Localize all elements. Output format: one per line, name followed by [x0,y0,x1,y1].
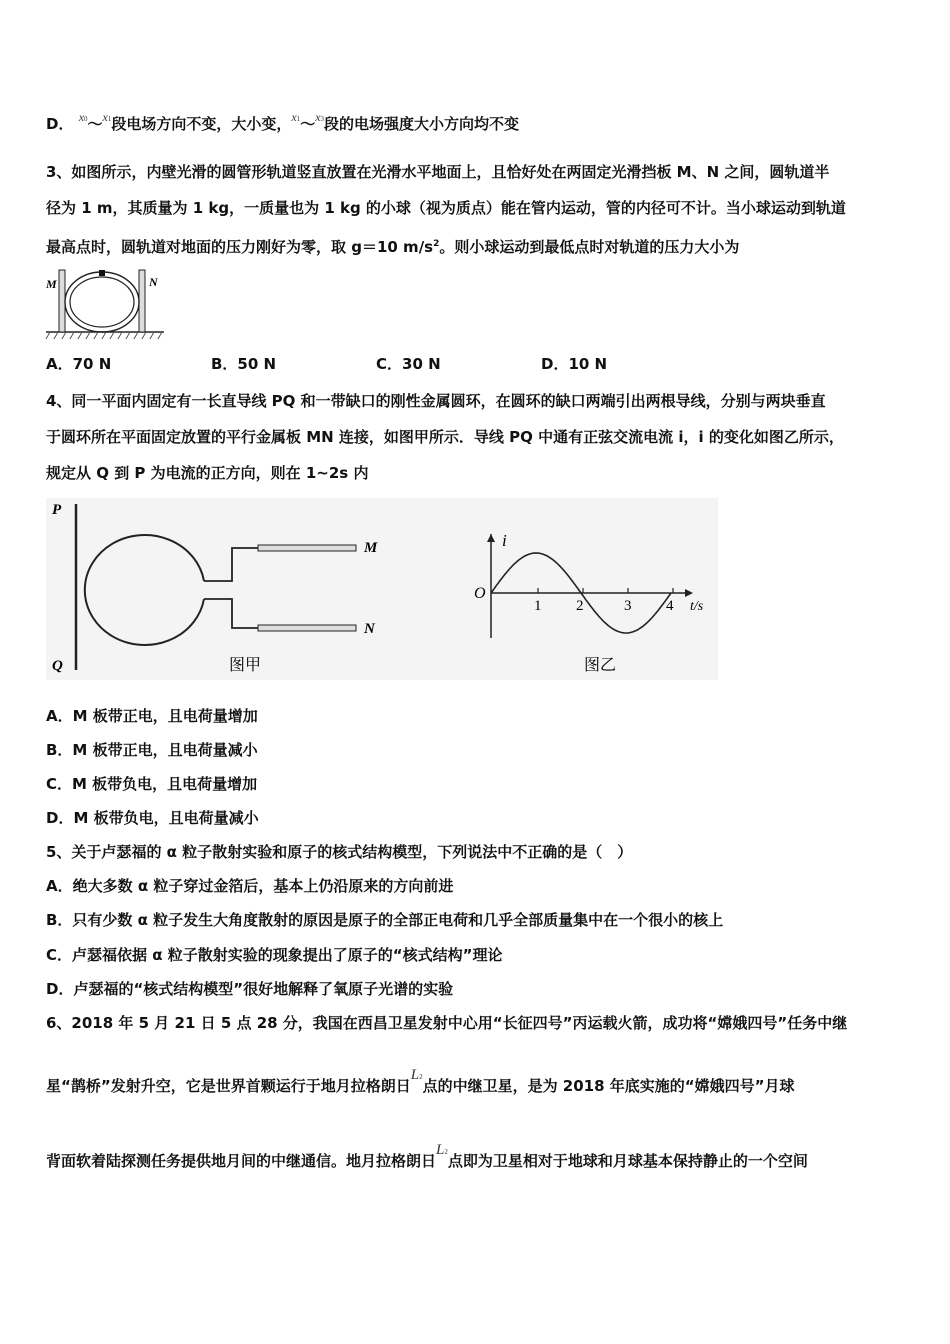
plate-m [258,545,356,551]
var-l2: L2 [410,1067,423,1083]
origin-label: O [474,585,486,602]
q3-option-c[interactable]: C．30 N [376,355,441,373]
label-m: M [46,277,57,291]
q4-figures [46,498,718,680]
label-n: N [149,275,158,289]
q3-option-a[interactable]: A．70 N [46,355,112,373]
q5-option-d[interactable]: D．卢瑟福的“核式结构模型”很好地解释了氧原子光谱的实验 [46,980,454,998]
q4-option-a[interactable]: A．M 板带正电，且电荷量增加 [46,707,258,725]
axis-x-label: t/s [690,599,704,614]
q4-stem-line3: 规定从 Q 到 P 为电流的正方向，则在 1~2s 内 [46,464,369,482]
var-l2b: L2 [436,1142,448,1158]
ring-inner [70,277,134,327]
caption-b: 图乙 [584,657,617,674]
tick-label-1: 1 [534,598,542,614]
q4-stem-line2: 于圆环所在平面固定放置的平行金属板 MN 连接，如图甲所示．导线 PQ 中通有正弦交流电流 i，i 的变化如图乙所示， [46,428,844,446]
q4-option-d[interactable]: D．M 板带负电，且电荷量减小 [46,809,259,827]
tick-label-4: 4 [666,598,674,614]
var-x1: x1 [102,110,112,124]
q6-stem-line2: 星“鹊桥”发射升空，它是世界首颗运行于地月拉格朗日L2点的中继卫星，是为 2018 年底实施的“嫦娥四号”月球 [46,1067,795,1095]
tick-label-2: 2 [576,598,584,614]
q4-option-b[interactable]: B．M 板带正电，且电荷量减小 [46,741,258,759]
var-x1b: x1 [291,110,301,124]
q2-option-d: D． $^{x0}$～$^{x1}$段电场方向不变，大小变，$^{x1}$～$^{x3}$段的电场强度大小方向均不变 [46,110,520,133]
label-m: M [364,540,378,556]
label-q: Q [52,658,63,674]
q3-stem-line1: 3、如图所示，内壁光滑的圆管形轨道竖直放置在光滑水平地面上，且恰好处在两固定光滑挡板 M、N 之间，圆轨道半 [46,163,830,181]
q3-stem-line3: 最高点时，圆轨道对地面的压力刚好为零，取 g＝10 $m/s^2$。则小球运动到最低点时对轨道的压力大小为 [46,238,740,256]
q3-figure-ring-track [44,266,166,342]
q5-stem: 5、关于卢瑟福的 α 粒子散射实验和原子的核式结构模型，下列说法中不正确的是（ ） [46,843,633,861]
q6-stem-line3: 背面软着陆探测任务提供地月间的中继通信。地月拉格朗日L2点即为卫星相对于地球和月球基本保持静止的一个空间 [46,1142,808,1170]
label-p: P [52,502,62,518]
ball [99,270,105,276]
label-n: N [364,621,375,637]
q6-stem-line1: 6、2018 年 5 月 21 日 5 点 28 分，我国在西昌卫星发射中心用“长征四号”丙运载火箭，成功将“嫦娥四号”任务中继 [46,1014,848,1032]
q3-option-b[interactable]: B．50 N [211,355,277,373]
plate-n [258,625,356,631]
ring-outer [65,272,139,332]
q5-option-a[interactable]: A．绝大多数 α 粒子穿过金箔后，基本上仍沿原来的方向前进 [46,877,454,895]
q3-option-d[interactable]: D．10 N [541,355,608,373]
q3-stem-line2: 径为 1 m，其质量为 1 kg，一质量也为 1 kg 的小球（视为质点）能在管内运动，管的内径可不计。当小球运动到轨道 [46,199,846,217]
tick-label-3: 3 [624,598,632,614]
baffle-n [139,270,145,332]
axis-y-label: i [502,531,507,550]
q4-option-c[interactable]: C．M 板带负电，且电荷量增加 [46,775,258,793]
baffle-m [59,270,65,332]
caption-a: 图甲 [229,657,262,674]
var-x3: x3 [315,110,325,124]
q4-stem-line1: 4、同一平面内固定有一长直导线 PQ 和一带缺口的刚性金属圆环，在圆环的缺口两端引出两根导线，分别与两块垂直 [46,392,826,410]
q3-options [46,354,706,374]
q5-option-c[interactable]: C．卢瑟福依据 α 粒子散射实验的现象提出了原子的“核式结构”理论 [46,946,503,964]
q5-option-b[interactable]: B．只有少数 α 粒子发生大角度散射的原因是原子的全部正电荷和几乎全部质量集中在一个很小的核上 [46,911,724,929]
var-x0: x0 [78,110,88,124]
